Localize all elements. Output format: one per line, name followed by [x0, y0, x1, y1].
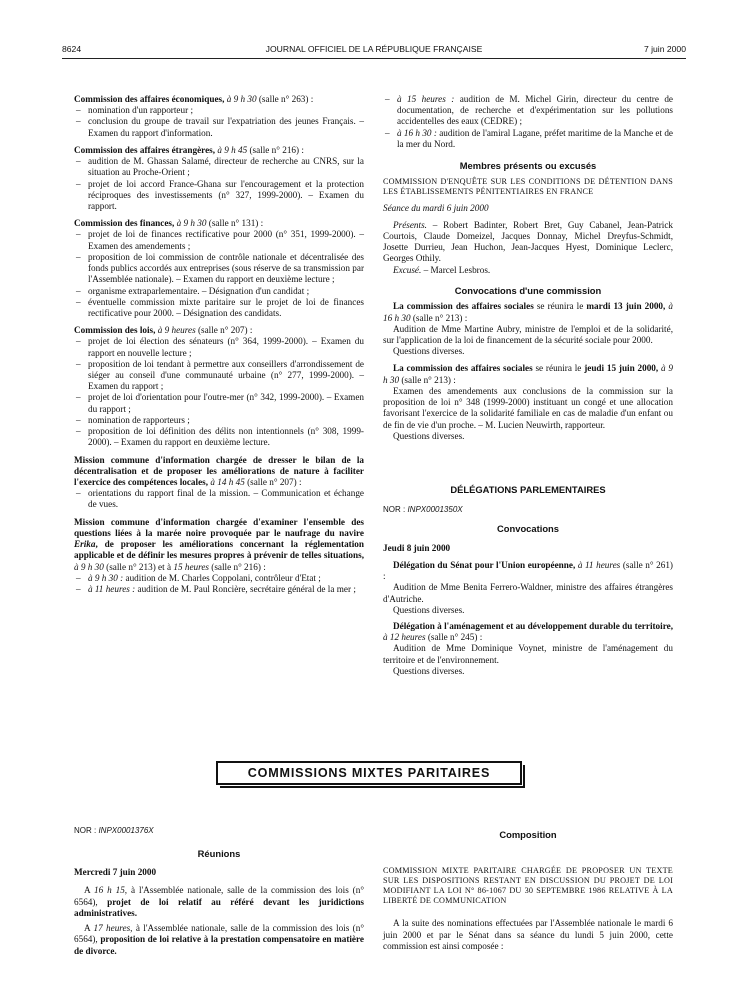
list-item: – à 11 heures : audition de M. Paul Roncière, secrétaire général de la mer ; [74, 584, 364, 595]
reunion-2: A 17 heures, à l'Assemblée nationale, salle de la commission des lois (n° 6564), proposition de loi relative à la prestation compensatoire en matière de divorce. [74, 923, 364, 956]
journal-title: JOURNAL OFFICIEL DE LA RÉPUBLIQUE FRANÇAISE [265, 44, 483, 54]
issue-date: 7 juin 2000 [643, 44, 686, 54]
commission-finances [74, 218, 364, 319]
questions-diverses: Questions diverses. [393, 604, 465, 615]
meeting-day: Jeudi 8 juin 2000 [383, 542, 451, 553]
page-number: 8624 [62, 44, 82, 54]
section-heading: Commission des affaires étrangères, à 9 h 45 (salle n° 216) : [74, 144, 304, 155]
section-heading: Mission commune d'information chargée d'examiner l'ensemble des questions liées à la marée noire provoquée par le naufrage du navire Erika, de proposer les améliorations concernant la réglementation applicable et de définir les mesures propres à prévenir de telles situations, à 9 h 30 (salle n° 213) et à 15 heures (salle n° 216) : [74, 516, 364, 572]
list-item: – projet de loi élection des sénateurs (n° 364, 1999-2000). – Examen du rapport en nouvelle lecture ; [74, 336, 364, 358]
delegation-2-text: Audition de Mme Dominique Voynet, ministre de l'aménagement du territoire et de l'environnement. [383, 643, 673, 665]
cmp-composition [383, 829, 673, 952]
list-item: – à 16 h 30 : audition de l'amiral Lagane, préfet maritime de la Manche et de la mer du Nord. [383, 128, 673, 150]
header-rule [62, 58, 686, 59]
commission-lois [74, 325, 364, 448]
membres-heading: Membres présents ou excusés [459, 160, 597, 172]
mission-decentralisation [74, 455, 364, 511]
cmp-reunions [74, 826, 364, 957]
nor-reference: NOR : INPX0001350X [383, 505, 463, 515]
questions-diverses: Questions diverses. [393, 430, 465, 441]
delegations-heading: DÉLÉGATIONS PARLEMENTAIRES [450, 483, 606, 495]
list-item: – projet de loi de finances rectificative pour 2000 (n° 351, 1999-2000). – Examen des amendements ; [74, 229, 364, 251]
list-item: – projet de loi d'orientation pour l'outre-mer (n° 342, 1999-2000). – Examen du rapport ; [74, 392, 364, 414]
cmp-title-caps: COMMISSION MIXTE PARITAIRE CHARGÉE DE PROPOSER UN TEXTE SUR LES DISPOSITIONS RESTANT EN DISCUSSION DU PROJET DE LOI MODIFIANT LA LOI N° 86-1067 DU 30 SEPTEMBRE 1986 RELATIVE À LA LIBERTÉ DE COMMUNICATION [383, 866, 673, 906]
meeting-day: Mercredi 7 juin 2000 [74, 867, 157, 878]
list-item: – nomination d'un rapporteur ; [74, 105, 364, 116]
seance-date: Séance du mardi 6 juin 2000 [383, 202, 489, 213]
list-item: – conclusion du groupe de travail sur l'expatriation des jeunes Français. – Examen du rapport d'information. [74, 116, 364, 138]
cmp-heading-box: COMMISSIONS MIXTES PARITAIRES [216, 761, 522, 785]
convocations-heading: Convocations [497, 523, 559, 535]
list-item: – orientations du rapport final de la mission. – Communication et échange de vues. [74, 488, 364, 510]
section-heading: Mission commune d'information chargée de dresser le bilan de la décentralisation et de proposer les améliorations de nature à faciliter l'exercice des compétences locales, à 14 h 45 (salle n° 207) : [74, 454, 364, 487]
presents-list: Présents. – Robert Badinter, Robert Bret, Guy Cabanel, Jean-Patrick Courtois, Claude Domeizel, Jacques Donnay, Michel Dreyfus-Schmidt, Josette Durrieu, Jean Huchon, Jean-Jacques Hyest, Dominique Leclerc, Georges Othily. [383, 219, 673, 264]
convocation-1-text: Audition de Mme Martine Aubry, ministre de l'emploi et de la solidarité, sur l'application de la loi de financement de la sécurité sociale pour 2000. [383, 323, 673, 345]
excuses-list: Excusé. – Marcel Lesbros. [393, 264, 491, 275]
section-heading: Commission des finances, à 9 h 30 (salle n° 131) : [74, 218, 264, 229]
section-heading: Commission des lois, à 9 heures (salle n° 207) : [74, 325, 253, 336]
reunions-heading: Réunions [197, 847, 241, 859]
convocations-commission-heading: Convocations d'une commission [454, 284, 602, 296]
list-item: – projet de loi accord France-Ghana sur l'encouragement et la protection réciproques des investissements (n° 327, 1999-2000). – Examen du rapport. [74, 179, 364, 213]
commission-etrangeres [74, 145, 364, 212]
delegation-1: Délégation du Sénat pour l'Union européenne, à 11 heures (salle n° 261) : [383, 559, 673, 582]
left-column [74, 94, 364, 601]
delegation-1-text: Audition de Mme Benita Ferrero-Waldner, ministre des affaires étrangères d'Autriche. [383, 582, 673, 604]
questions-diverses: Questions diverses. [393, 665, 465, 676]
mission-erika [74, 517, 364, 596]
list-item: – proposition de loi tendant à permettre aux conseillers d'arrondissement de siéger au conseil d'une communauté urbaine (n° 277, 1999-2000). – Examen du rapport ; [74, 359, 364, 393]
enquete-commission-title: COMMISSION D'ENQUÊTE SUR LES CONDITIONS DE DÉTENTION DANS LES ÉTABLISSEMENTS PÉNITENTIAIRES EN FRANCE [383, 176, 673, 196]
delegation-2: Délégation à l'aménagement et au développement durable du territoire, à 12 heures (salle n° 245) : [383, 620, 673, 643]
list-item: – éventuelle commission mixte paritaire sur le projet de loi de finances rectificative pour 2000. – Désignation des candidats. [74, 297, 364, 319]
nor-reference: NOR : INPX0001376X [74, 826, 154, 835]
list-item: – à 15 heures : audition de M. Michel Girin, directeur du centre de documentation, de recherche et d'expérimentation sur les pollutions accidentelles des eaux (CEDRE) ; [383, 94, 673, 128]
convocation-2: La commission des affaires sociales se réunira le jeudi 15 juin 2000, à 9 h 30 (salle n° 213) : [383, 363, 673, 385]
questions-diverses: Questions diverses. [393, 346, 465, 357]
composition-text: A la suite des nominations effectuées par l'Assemblée nationale le mardi 6 juin 2000 et par le Sénat dans sa séance du lundi 5 juin 2000, cette commission est ainsi composée : [383, 918, 673, 951]
list-item: – à 9 h 30 : audition de M. Charles Coppolani, contrôleur d'Etat ; [74, 573, 364, 584]
list-item: – nomination de rapporteurs ; [74, 415, 364, 426]
convocation-2-text: Examen des amendements aux conclusions de la commission sur la proposition de loi n° 348 (1999-2000) instituant un congé et une allocation favorisant l'exercice de la solidarité familiale en cas de maladie d'un enfant ou de fin de vie d'un proche. – M. Lucien Neuwirth, rapporteur. [383, 385, 673, 430]
convocation-1: La commission des affaires sociales se réunira le mardi 13 juin 2000, à 16 h 30 (salle n° 213) : [383, 301, 673, 323]
list-item: – proposition de loi commission de contrôle nationale et décentralisée des fonds publics accordés aux entreprises (sous réserve de sa transmission par l'Assemblée nationale). – Examen du rapport en deuxième lecture ; [74, 252, 364, 286]
list-item: – audition de M. Ghassan Salamé, directeur de recherche au CNRS, sur la situation au Proche-Orient ; [74, 156, 364, 178]
reunion-1: A 16 h 15, à l'Assemblée nationale, salle de la commission des lois (n° 6564), projet de loi relatif au référé devant les juridictions administratives. [74, 885, 365, 918]
list-item: – proposition de loi définition des délits non intentionnels (n° 308, 1999-2000). – Examen du rapport en deuxième lecture. [74, 426, 364, 448]
section-heading: Commission des affaires économiques, à 9 h 30 (salle n° 263) : [74, 94, 314, 104]
right-column [383, 94, 673, 677]
running-header [62, 44, 686, 58]
commission-eco [74, 94, 364, 139]
list-item: – organisme extraparlementaire. – Désignation d'un candidat ; [74, 286, 364, 297]
composition-heading: Composition [499, 829, 557, 840]
